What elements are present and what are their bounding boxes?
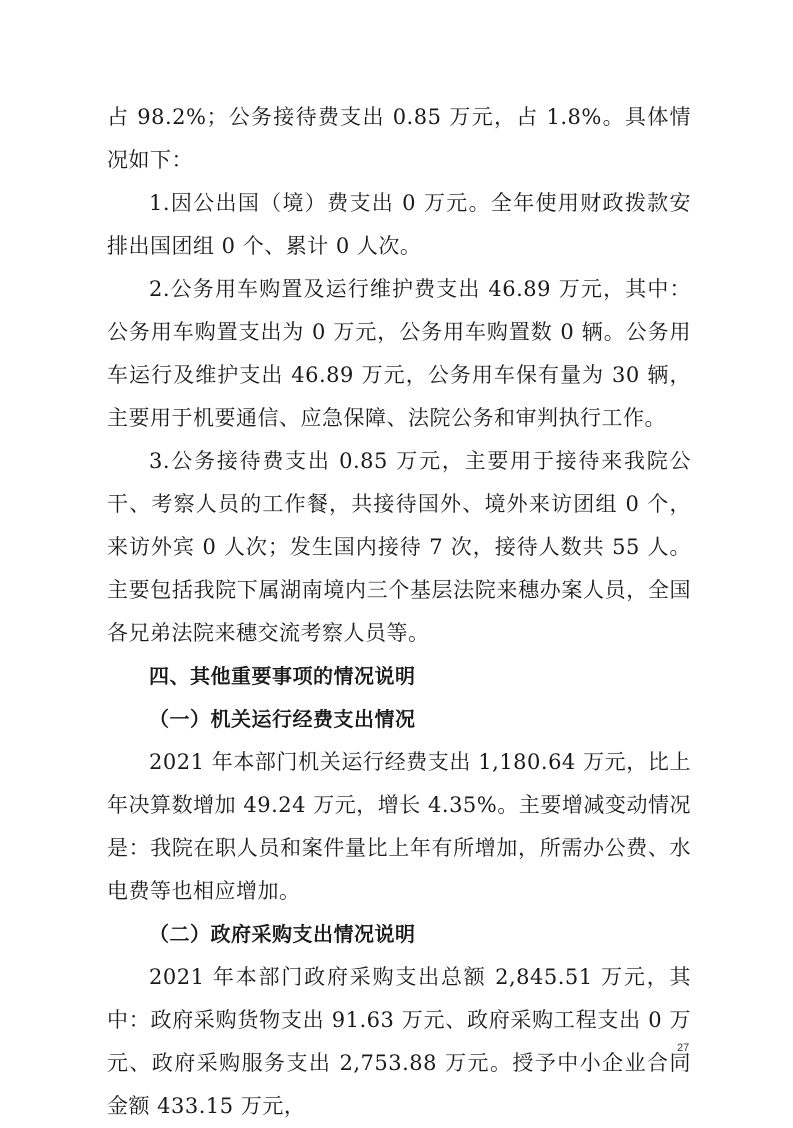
paragraph-item-1: 1.因公出国（境）费支出 0 万元。全年使用财政拨款安排出国团组 0 个、累计 0 人次。 [107,191,691,258]
paragraph-item-3: 3.公务接待费支出 0.85 万元，主要用于接待来我院公干、考察人员的工作餐，共接待国外、境外来访团组 0 个，来访外宾 0 人次；发生国内接待 7 次，接待人数共 55 人。主要包括我院下属湖南境内三个基层法院来穗办案人员，全国各兄弟法院来穗交流考察人员等。 [107,449,691,645]
paragraph-operating-expenses: 2021 年本部门机关运行经费支出 1,180.64 万元，比上年决算数增加 49.24 万元，增长 4.35%。主要增减变动情况是：我院在职人员和案件量比上年有所增加，所需办公费、水电费等也相应增加。 [107,750,691,903]
paragraph-item-2: 2.公务用车购置及运行维护费支出 46.89 万元，其中：公务用车购置支出为 0 万元，公务用车购置数 0 辆。公务用车运行及维护支出 46.89 万元，公务用车保有量为 30 辆，主要用于机要通信、应急保障、法院公务和审判执行工作。 [107,277,691,430]
section-heading-4: 四、其他重要事项的情况说明 [149,664,416,688]
page-number: 27 [677,1042,690,1054]
subsection-heading-2: （二）政府采购支出情况说明 [149,922,416,946]
subsection-heading-1: （一）机关运行经费支出情况 [149,707,416,731]
paragraph-procurement: 2021 年本部门政府采购支出总额 2,845.51 万元，其中：政府采购货物支出 91.63 万元、政府采购工程支出 0 万元、政府采购服务支出 2,753.88 万元。授予中小企业合同金额 433.15 万元， [107,965,691,1118]
paragraph-intro-tail: 占 98.2%；公务接待费支出 0.85 万元，占 1.8%。具体情况如下： [107,105,691,172]
document-page [107,96,691,1128]
